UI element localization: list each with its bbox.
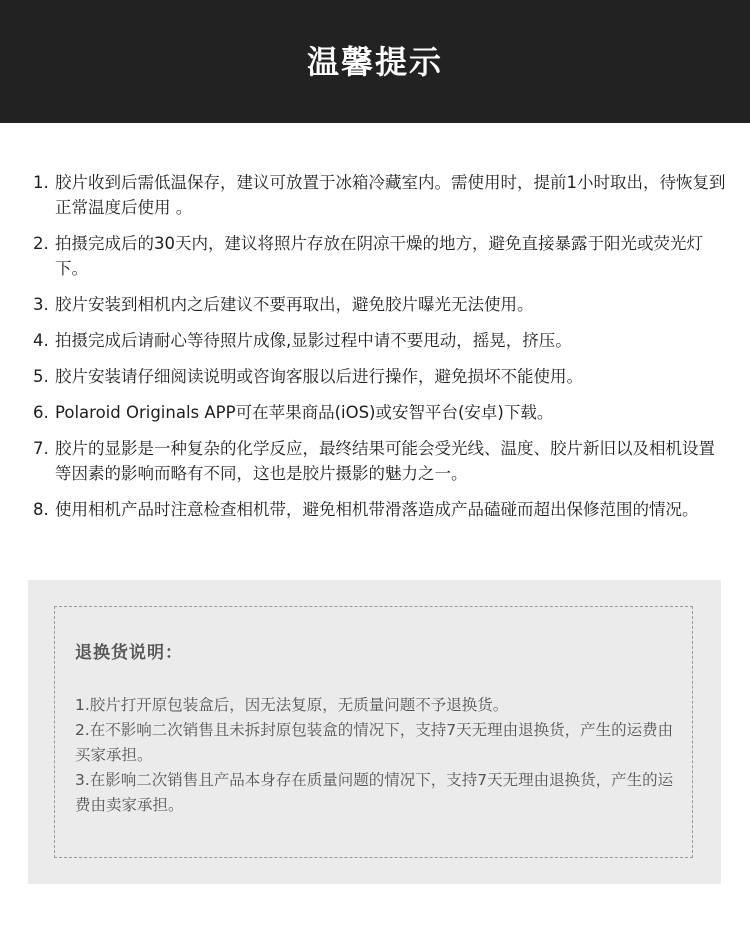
note-text: 拍摄完成后请耐心等待照片成像,显影过程中请不要甩动，摇晃，挤压。 [55, 331, 572, 350]
note-text: 胶片收到后需低温保存，建议可放置于冰箱冷藏室内。需使用时，提前1小时取出，待恢复到正常温度后使用 。 [55, 173, 726, 217]
note-number: 8. [33, 500, 49, 519]
note-item [33, 328, 728, 353]
return-policy-item: 2.在不影响二次销售且未拆封原包装盒的情况下，支持7天无理由退换货，产生的运费由买家承担。 [75, 721, 674, 764]
note-item [33, 231, 728, 281]
return-policy-item: 1.胶片打开原包装盒后，因无法复原，无质量问题不予退换货。 [75, 696, 509, 714]
note-item [33, 292, 728, 317]
note-number: 2. [33, 234, 49, 253]
note-text: 拍摄完成后的30天内，建议将照片存放在阴凉干燥的地方，避免直接暴露于阳光或荧光灯下。 [55, 234, 703, 278]
return-policy-title: 退换货说明： [75, 643, 183, 663]
notes-list [33, 170, 728, 533]
note-item [33, 436, 728, 486]
note-number: 4. [33, 331, 49, 350]
page-title: 温馨提示 [306, 43, 443, 81]
note-item [33, 170, 728, 220]
note-number: 6. [33, 403, 49, 422]
return-policy-panel [28, 580, 721, 884]
note-item [33, 497, 728, 522]
note-number: 7. [33, 439, 49, 458]
note-text: 胶片安装请仔细阅读说明或咨询客服以后进行操作，避免损坏不能使用。 [55, 367, 583, 386]
note-item [33, 400, 728, 425]
note-text: 胶片安装到相机内之后建议不要再取出，避免胶片曝光无法使用。 [55, 295, 534, 314]
header-banner [0, 0, 750, 123]
return-policy-list [75, 693, 675, 818]
note-text: Polaroid Originals APP可在苹果商品(iOS)或安智平台(安卓)下载。 [55, 403, 554, 422]
note-number: 1. [33, 173, 49, 192]
return-policy-box [54, 606, 693, 858]
return-policy-item: 3.在影响二次销售且产品本身存在质量问题的情况下，支持7天无理由退换货，产生的运费由卖家承担。 [75, 771, 674, 814]
note-text: 胶片的显影是一种复杂的化学反应，最终结果可能会受光线、温度、胶片新旧以及相机设置等因素的影响而略有不同，这也是胶片摄影的魅力之一。 [55, 439, 715, 483]
note-text: 使用相机产品时注意检查相机带，避免相机带滑落造成产品磕碰而超出保修范围的情况。 [55, 500, 699, 519]
note-number: 5. [33, 367, 49, 386]
note-item [33, 364, 728, 389]
note-number: 3. [33, 295, 49, 314]
